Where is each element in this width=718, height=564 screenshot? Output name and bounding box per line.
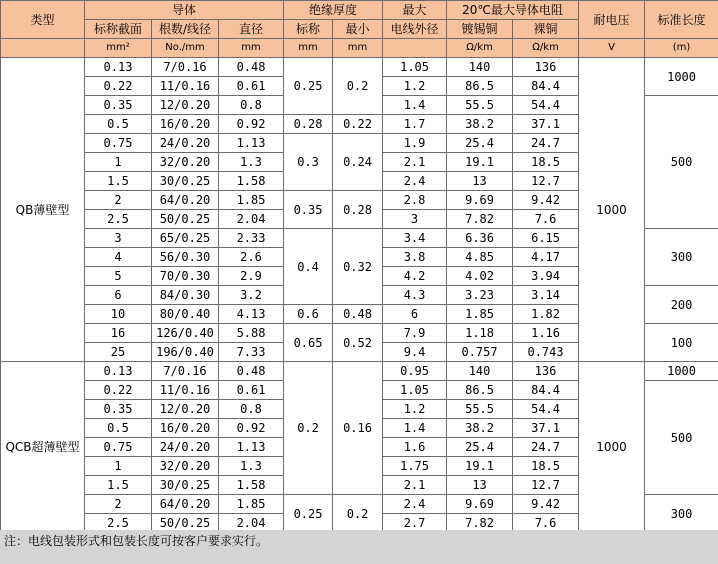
cross-section: 1.5 [85,476,152,495]
max-outer-diameter: 2.1 [383,476,447,495]
header-nominal: 标称 [284,20,333,39]
diameter: 2.6 [219,248,284,267]
diameter: 0.48 [219,362,284,381]
max-outer-diameter: 2.1 [383,153,447,172]
header-conductor: 导体 [85,1,284,20]
withstand-voltage: 1000 [579,58,645,362]
resistance-bare: 1.16 [513,324,579,343]
max-outer-diameter: 1.6 [383,438,447,457]
header-tinned: 镀锡铜 [447,20,513,39]
diameter: 1.13 [219,134,284,153]
max-outer-diameter: 1.4 [383,419,447,438]
diameter: 1.3 [219,457,284,476]
max-outer-diameter: 2.4 [383,495,447,514]
cross-section: 0.13 [85,362,152,381]
max-outer-diameter: 6 [383,305,447,324]
resistance-tinned: 1.18 [447,324,513,343]
insulation-nominal: 0.3 [284,134,333,191]
header-cross-section: 标称截面 [85,20,152,39]
strands: 50/0.25 [152,210,219,229]
unit-blank [1,39,85,58]
insulation-nominal: 0.25 [284,495,333,533]
resistance-tinned: 38.2 [447,419,513,438]
insulation-minimum: 0.22 [333,115,383,134]
cross-section: 0.5 [85,115,152,134]
resistance-tinned: 55.5 [447,96,513,115]
resistance-bare: 0.743 [513,343,579,362]
max-outer-diameter: 4.2 [383,267,447,286]
diameter: 7.33 [219,343,284,362]
resistance-tinned: 4.02 [447,267,513,286]
resistance-tinned: 4.85 [447,248,513,267]
cross-section: 0.22 [85,381,152,400]
insulation-nominal: 0.25 [284,58,333,115]
resistance-tinned: 19.1 [447,457,513,476]
resistance-bare: 18.5 [513,153,579,172]
cross-section: 16 [85,324,152,343]
strands: 24/0.20 [152,438,219,457]
insulation-nominal: 0.28 [284,115,333,134]
cross-section: 0.22 [85,77,152,96]
insulation-nominal: 0.4 [284,229,333,305]
strands: 65/0.25 [152,229,219,248]
resistance-bare: 3.94 [513,267,579,286]
footnote: 注：电线包装形式和包装长度可按客户要求实行。 [0,530,718,564]
diameter: 5.88 [219,324,284,343]
diameter: 0.92 [219,419,284,438]
cross-section: 0.35 [85,400,152,419]
max-outer-diameter: 1.4 [383,96,447,115]
cross-section: 1 [85,153,152,172]
diameter: 1.85 [219,495,284,514]
unit-tinned: Ω/km [447,39,513,58]
max-outer-diameter: 1.75 [383,457,447,476]
unit-bare: Ω/km [513,39,579,58]
unit-length: (m) [645,39,718,58]
max-outer-diameter: 2.4 [383,172,447,191]
header-max: 最大 [383,1,447,20]
resistance-bare: 37.1 [513,419,579,438]
resistance-tinned: 25.4 [447,134,513,153]
diameter: 1.58 [219,172,284,191]
header-strands: 根数/线径 [152,20,219,39]
resistance-bare: 84.4 [513,77,579,96]
resistance-bare: 9.42 [513,495,579,514]
unit-minimum: mm [333,39,383,58]
unit-voltage: V [579,39,645,58]
cross-section: 0.75 [85,438,152,457]
standard-length: 1000 [645,362,718,381]
unit-max-od [383,39,447,58]
insulation-minimum: 0.52 [333,324,383,362]
max-outer-diameter: 1.05 [383,58,447,77]
strands: 30/0.25 [152,476,219,495]
diameter: 1.3 [219,153,284,172]
max-outer-diameter: 1.05 [383,381,447,400]
strands: 30/0.25 [152,172,219,191]
resistance-bare: 24.7 [513,438,579,457]
strands: 56/0.30 [152,248,219,267]
resistance-bare: 3.14 [513,286,579,305]
strands: 32/0.20 [152,153,219,172]
diameter: 3.2 [219,286,284,305]
resistance-bare: 18.5 [513,457,579,476]
resistance-bare: 4.17 [513,248,579,267]
insulation-nominal: 0.2 [284,362,333,495]
max-outer-diameter: 3.8 [383,248,447,267]
max-outer-diameter: 1.2 [383,400,447,419]
header-max-od: 电线外径 [383,20,447,39]
max-outer-diameter: 2.8 [383,191,447,210]
header-diameter: 直径 [219,20,284,39]
diameter: 0.48 [219,58,284,77]
resistance-bare: 54.4 [513,96,579,115]
unit-strands: No./mm [152,39,219,58]
strands: 196/0.40 [152,343,219,362]
diameter: 0.61 [219,381,284,400]
insulation-minimum: 0.16 [333,362,383,495]
resistance-bare: 12.7 [513,172,579,191]
diameter: 2.33 [219,229,284,248]
strands: 7/0.16 [152,362,219,381]
max-outer-diameter: 3 [383,210,447,229]
withstand-voltage: 1000 [579,362,645,533]
resistance-tinned: 9.69 [447,495,513,514]
max-outer-diameter: 0.95 [383,362,447,381]
strands: 70/0.30 [152,267,219,286]
strands: 11/0.16 [152,77,219,96]
unit-diameter: mm [219,39,284,58]
diameter: 4.13 [219,305,284,324]
resistance-bare: 136 [513,362,579,381]
resistance-tinned: 38.2 [447,115,513,134]
standard-length: 1000 [645,58,718,96]
cross-section: 2.5 [85,210,152,229]
diameter: 1.13 [219,438,284,457]
standard-length: 200 [645,286,718,324]
insulation-minimum: 0.24 [333,134,383,191]
strands: 80/0.40 [152,305,219,324]
diameter: 1.58 [219,476,284,495]
resistance-tinned: 13 [447,476,513,495]
max-outer-diameter: 4.3 [383,286,447,305]
insulation-minimum: 0.48 [333,305,383,324]
strands: 11/0.16 [152,381,219,400]
resistance-tinned: 86.5 [447,381,513,400]
strands: 126/0.40 [152,324,219,343]
resistance-tinned: 19.1 [447,153,513,172]
header-bare: 裸铜 [513,20,579,39]
cross-section: 3 [85,229,152,248]
resistance-bare: 6.15 [513,229,579,248]
resistance-tinned: 6.36 [447,229,513,248]
max-outer-diameter: 3.4 [383,229,447,248]
standard-length: 500 [645,96,718,229]
diameter: 0.61 [219,77,284,96]
header-length: 标准长度 [645,1,718,39]
standard-length: 100 [645,324,718,362]
insulation-nominal: 0.35 [284,191,333,229]
cross-section: 5 [85,267,152,286]
cross-section: 2 [85,495,152,514]
diameter: 0.8 [219,96,284,115]
insulation-nominal: 0.6 [284,305,333,324]
cross-section: 0.35 [85,96,152,115]
unit-cross-section: mm² [85,39,152,58]
resistance-bare: 7.6 [513,210,579,229]
resistance-tinned: 3.23 [447,286,513,305]
insulation-minimum: 0.2 [333,58,383,115]
cross-section: 4 [85,248,152,267]
header-resistance: 20℃最大导体电阻 [447,1,579,20]
header-minimum: 最小 [333,20,383,39]
resistance-bare: 54.4 [513,400,579,419]
diameter: 2.04 [219,514,284,533]
insulation-minimum: 0.32 [333,229,383,305]
unit-nominal: mm [284,39,333,58]
max-outer-diameter: 1.2 [383,77,447,96]
resistance-bare: 9.42 [513,191,579,210]
resistance-tinned: 25.4 [447,438,513,457]
strands: 16/0.20 [152,419,219,438]
cross-section: 2 [85,191,152,210]
max-outer-diameter: 1.7 [383,115,447,134]
strands: 12/0.20 [152,400,219,419]
standard-length: 500 [645,381,718,495]
cable-type: QB薄壁型 [1,58,85,362]
resistance-bare: 136 [513,58,579,77]
cable-type: QCB超薄壁型 [1,362,85,533]
resistance-bare: 37.1 [513,115,579,134]
strands: 64/0.20 [152,495,219,514]
diameter: 2.9 [219,267,284,286]
resistance-tinned: 7.82 [447,514,513,533]
header-voltage: 耐电压 [579,1,645,39]
resistance-tinned: 7.82 [447,210,513,229]
strands: 12/0.20 [152,96,219,115]
max-outer-diameter: 9.4 [383,343,447,362]
cross-section: 6 [85,286,152,305]
resistance-bare: 1.82 [513,305,579,324]
resistance-tinned: 140 [447,362,513,381]
strands: 16/0.20 [152,115,219,134]
insulation-minimum: 0.28 [333,191,383,229]
cross-section: 0.75 [85,134,152,153]
standard-length: 300 [645,495,718,533]
table-row [1,58,718,77]
diameter: 0.8 [219,400,284,419]
cross-section: 2.5 [85,514,152,533]
table-row [1,362,718,381]
resistance-bare: 84.4 [513,381,579,400]
resistance-tinned: 13 [447,172,513,191]
strands: 84/0.30 [152,286,219,305]
strands: 50/0.25 [152,514,219,533]
max-outer-diameter: 2.7 [383,514,447,533]
resistance-tinned: 86.5 [447,77,513,96]
cross-section: 0.5 [85,419,152,438]
resistance-bare: 24.7 [513,134,579,153]
resistance-bare: 7.6 [513,514,579,533]
resistance-tinned: 1.85 [447,305,513,324]
cross-section: 1.5 [85,172,152,191]
cross-section: 25 [85,343,152,362]
insulation-nominal: 0.65 [284,324,333,362]
resistance-bare: 12.7 [513,476,579,495]
header-type: 类型 [1,1,85,39]
diameter: 1.85 [219,191,284,210]
resistance-tinned: 9.69 [447,191,513,210]
strands: 32/0.20 [152,457,219,476]
insulation-minimum: 0.2 [333,495,383,533]
diameter: 0.92 [219,115,284,134]
cross-section: 0.13 [85,58,152,77]
standard-length: 300 [645,229,718,286]
strands: 24/0.20 [152,134,219,153]
diameter: 2.04 [219,210,284,229]
strands: 64/0.20 [152,191,219,210]
max-outer-diameter: 7.9 [383,324,447,343]
resistance-tinned: 0.757 [447,343,513,362]
cross-section: 10 [85,305,152,324]
cross-section: 1 [85,457,152,476]
max-outer-diameter: 1.9 [383,134,447,153]
resistance-tinned: 55.5 [447,400,513,419]
header-insulation: 绝缘厚度 [284,1,383,20]
resistance-tinned: 140 [447,58,513,77]
strands: 7/0.16 [152,58,219,77]
